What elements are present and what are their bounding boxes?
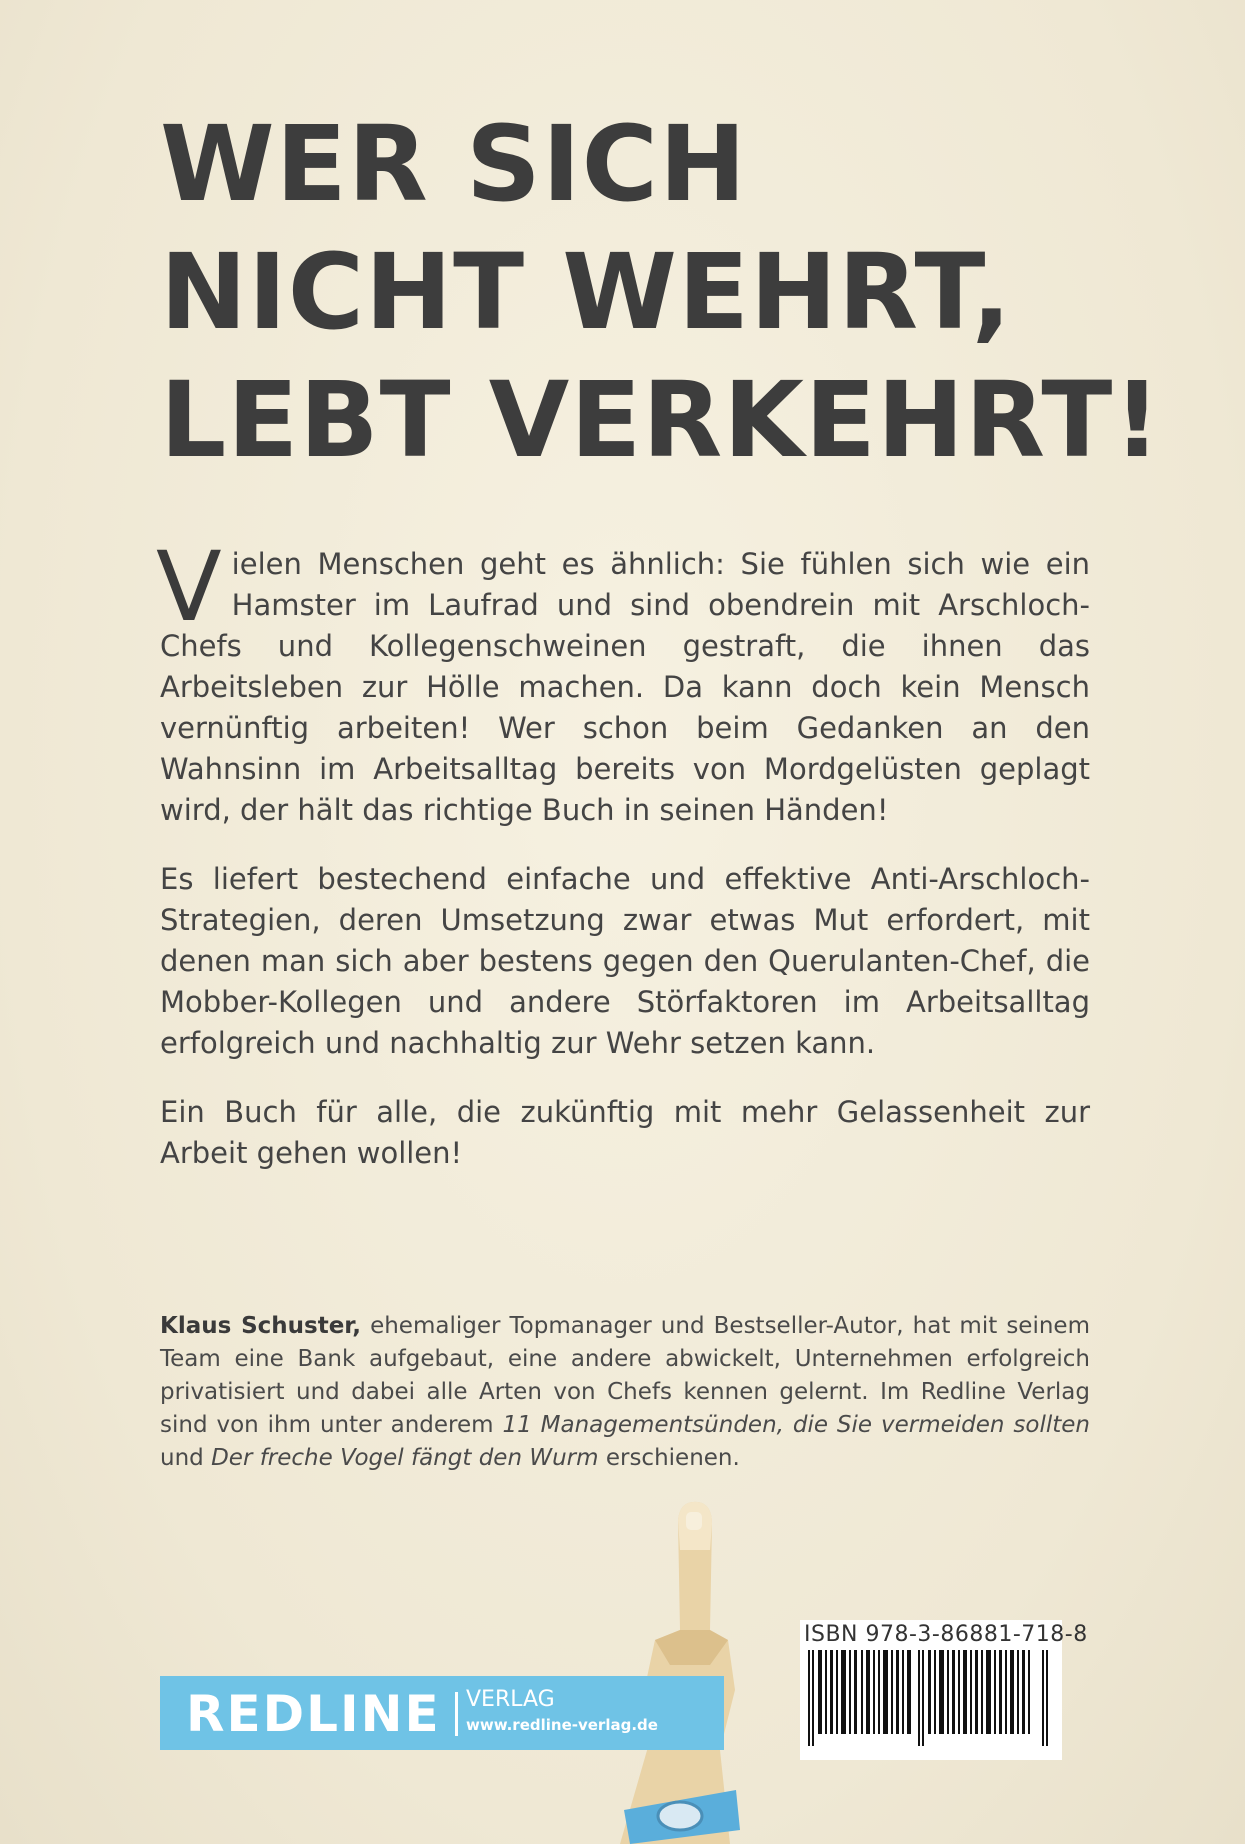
author-bio-text-3: erschienen.	[598, 1445, 740, 1471]
author-bio-text-2: und	[160, 1445, 212, 1471]
headline-line-2: NICHT WEHRT,	[160, 231, 1013, 353]
blurb	[156, 531, 1090, 1202]
headline-line-1: WER SICH	[160, 103, 748, 225]
book-title-2: Der freche Vogel fängt den Wurm	[211, 1445, 599, 1471]
blurb-paragraph-3: Ein Buch für alle, die zukünftig mit mehr Gelassenheit zur Arbeit gehen wollen!	[160, 1095, 1090, 1170]
publisher-verlag: VERLAG	[466, 1687, 555, 1712]
publisher-divider	[455, 1692, 458, 1736]
headline-line-3: LEBT VERKEHRT!	[160, 359, 1162, 481]
middle-finger-hand-illustration	[560, 1490, 800, 1844]
author-bio	[160, 1310, 1090, 1475]
author-name: Klaus Schuster,	[160, 1313, 361, 1339]
publisher-logo: REDLINE	[186, 1685, 441, 1743]
isbn-label: ISBN 978-3-86881-718-8	[804, 1622, 1088, 1647]
book-title-1: 11 Managementsünden, die Sie vermeiden sollten	[502, 1412, 1090, 1438]
blurb-paragraph-2: Es liefert bestechend einfache und effektive Anti-Arschloch-Strategien, deren Umsetzung zwar etwas Mut erfordert, mit denen man sich aber bestens gegen den Querulanten-Chef, die Mobber-Kollegen und andere Störfaktoren im Arbeitsalltag erfolgreich und nachhaltig zur Wehr setzen kann.	[160, 862, 1090, 1060]
author-bio-text-1: ehemaliger Topmanager und Bestseller-Autor, hat mit seinem Team eine Bank aufgebaut, eine andere abwickelt, Unternehmen erfolgreich privatisiert und dabei alle Arten von Chefs kennen gelernt. Im Redline Verlag sind von ihm unter anderem	[160, 1313, 1090, 1438]
drop-cap: V	[156, 531, 222, 643]
blurb-paragraph-1-text: ielen Menschen geht es ähnlich: Sie fühlen sich wie ein Hamster im Laufrad und sind obendrein mit Arschloch-Chefs und Kollegenschweinen gestraft, die ihnen das Arbeitsleben zur Hölle machen. Da kann doch kein Mensch vernünftig arbeiten! Wer schon beim Gedanken an den Wahnsinn im Arbeitsalltag bereits von Mordgelüsten geplagt wird, der hält das richtige Buch in seinen Händen!	[160, 547, 1090, 827]
headline	[160, 100, 1160, 484]
publisher-url: www.redline-verlag.de	[466, 1716, 658, 1734]
blurb-paragraph-1	[156, 531, 1090, 831]
barcode	[806, 1650, 1056, 1746]
